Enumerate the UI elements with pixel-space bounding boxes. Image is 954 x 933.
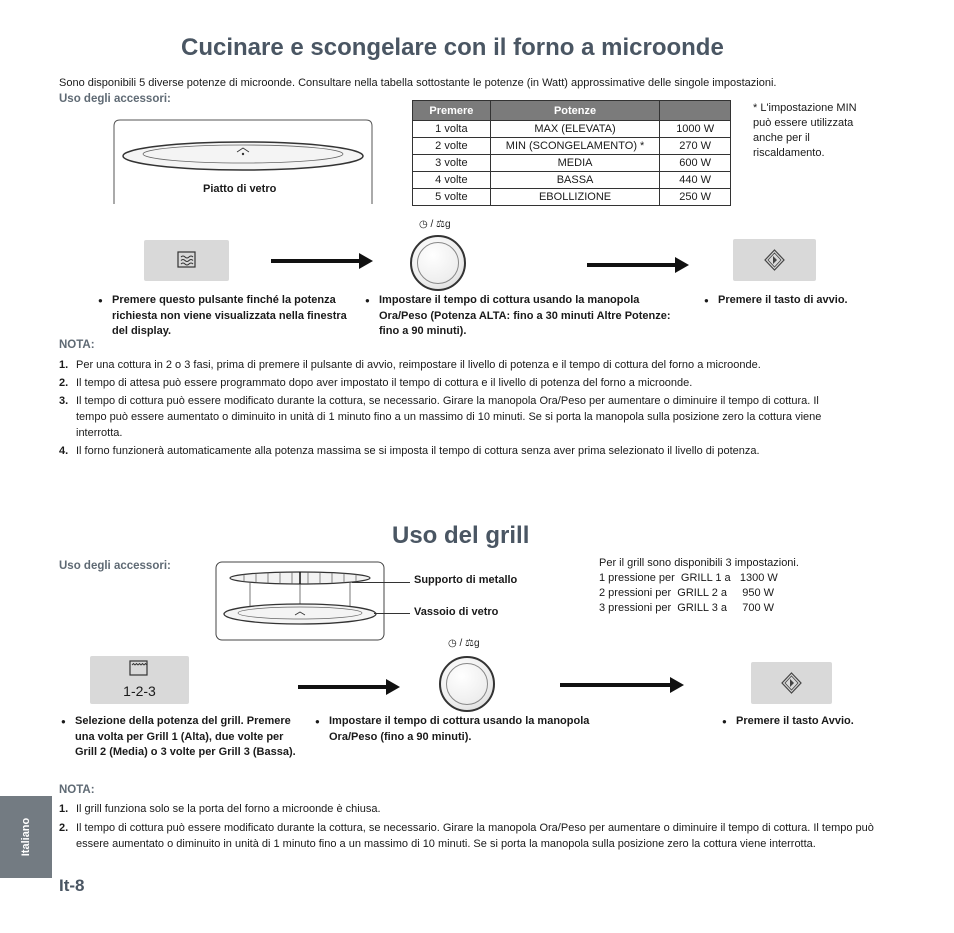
grill-step-2-text: ● Impostare il tempo di cottura usando la manopola Ora/Peso (fino a 90 minuti). — [315, 714, 635, 745]
note-number: 1. — [59, 803, 69, 815]
table-cell: MIN (SCONGELAMENTO) * — [490, 138, 660, 155]
section2-accessories-label: Uso degli accessori: — [59, 560, 171, 572]
note-number: 1. — [59, 359, 69, 371]
table-cell: 250 W — [660, 189, 731, 206]
list-item — [59, 393, 849, 441]
glass-plate-label: Piatto di vetro — [203, 183, 277, 195]
list-item — [59, 820, 877, 852]
grill-power-button[interactable] — [90, 656, 189, 704]
grill-rack-illustration — [214, 560, 386, 642]
step-arrow — [271, 259, 361, 263]
step-arrow — [298, 685, 388, 689]
time-weight-dial[interactable] — [410, 235, 466, 291]
note-text: Il tempo di cottura può essere modificato durante la cottura, se necessario. Girare la manopola Ora/Peso per aumentare o diminuire il tempo di cottura. Il tempo può essere aumentato o diminuito in unità di 1 minuto fino a un massimo di 10 minuti. Se si porta la manopola sulla posizione zero la cottura viene interrotta. — [76, 395, 822, 439]
step-3-text: ● Premere il tasto di avvio. — [704, 293, 894, 309]
grill-key-label: 1-2-3 — [123, 683, 156, 699]
table-row — [413, 189, 731, 206]
table-cell: 5 volte — [413, 189, 491, 206]
table-row — [413, 121, 731, 138]
list-item — [59, 357, 864, 373]
section1-notes-list — [59, 357, 864, 459]
table-cell: 1 volta — [413, 121, 491, 138]
note-text: Il tempo di attesa può essere programmato dopo aver impostato il tempo di cottura e il livello di potenza del forno a microonde. — [76, 377, 693, 389]
knob-label: ◷ / ⚖g — [448, 638, 480, 649]
section1-accessories-label: Uso degli accessori: — [59, 93, 171, 105]
table-cell: EBOLLIZIONE — [490, 189, 660, 206]
table-cell: 600 W — [660, 155, 731, 172]
rack-leader-line — [352, 582, 410, 583]
step-2-text: ● Impostare il tempo di cottura usando la manopola Ora/Peso (Potenza ALTA: fino a 30 minuti Altre Potenze: fino a 90 minuti). — [365, 293, 685, 340]
section2-nota-label: NOTA: — [59, 784, 95, 796]
grill-step-3-text: ● Premere il tasto Avvio. — [722, 714, 902, 730]
section2-title: Uso del grill — [392, 522, 530, 549]
section1-title: Cucinare e scongelare con il forno a microonde — [181, 34, 724, 61]
section1-intro: Sono disponibili 5 diverse potenze di microonde. Consultare nella tabella sottostante le potenze (in Watt) approssimative delle singole impostazioni. — [59, 77, 777, 89]
list-item — [59, 443, 864, 459]
table-cell: 440 W — [660, 172, 731, 189]
table-cell: 4 volte — [413, 172, 491, 189]
start-button[interactable] — [733, 239, 816, 281]
note-number: 2. — [59, 377, 69, 389]
table-cell: MEDIA — [490, 155, 660, 172]
table-cell: MAX (ELEVATA) — [490, 121, 660, 138]
note-text: Il tempo di cottura può essere modificato durante la cottura, se necessario. Girare la manopola Ora/Peso per aumentare o diminuire il tempo di cottura. Il tempo può essere aumentato o diminuito in unità di 1 minuto fino a un massimo di 10 minuti. Se si porta la manopola sulla posizione zero la cottura viene interrotta. — [76, 822, 874, 850]
section1-nota-label: NOTA: — [59, 339, 95, 351]
note-number: 4. — [59, 445, 69, 457]
time-weight-dial[interactable] — [439, 656, 495, 712]
table-header-press: Premere — [413, 101, 491, 121]
list-item — [59, 801, 877, 817]
language-side-tab — [0, 796, 52, 878]
note-text: Il forno funzionerà automaticamente alla potenza massima se si imposta il tempo di cottura senza aver prima selezionato il livello di potenza. — [76, 445, 760, 457]
tray-leader-line — [374, 613, 410, 614]
power-table-header — [413, 101, 731, 121]
language-tab-label: Italiano — [20, 817, 32, 857]
knob-label: ◷ / ⚖g — [419, 219, 451, 230]
microwave-power-button[interactable] — [144, 240, 229, 281]
table-cell: BASSA — [490, 172, 660, 189]
note-text: Per una cottura in 2 o 3 fasi, prima di premere il pulsante di avvio, reimpostare il livello di potenza e il tempo di cottura del forno a microonde. — [76, 359, 761, 371]
table-header-power: Potenze — [490, 101, 660, 121]
note-text: Il grill funziona solo se la porta del forno a microonde è chiusa. — [76, 803, 381, 815]
table-row — [413, 138, 731, 155]
table-footnote: * L'impostazione MIN può essere utilizzata anche per il riscaldamento. — [753, 102, 857, 159]
table-cell: 1000 W — [660, 121, 731, 138]
table-header-watt — [660, 101, 731, 121]
microwave-wave-icon — [144, 240, 229, 281]
grill-settings-intro: Per il grill sono disponibili 3 impostazioni. — [599, 557, 799, 569]
step-arrow — [587, 263, 677, 267]
section2-notes-list — [59, 801, 877, 852]
power-table — [412, 100, 731, 206]
metal-rack-label: Supporto di metallo — [414, 574, 518, 586]
table-cell: 270 W — [660, 138, 731, 155]
grill-setting-2: 2 pressioni per GRILL 2 a 950 W — [599, 587, 775, 599]
note-number: 3. — [59, 395, 69, 407]
glass-tray-label: Vassoio di vetro — [414, 606, 499, 618]
start-diamond-icon — [751, 662, 832, 704]
grill-setting-1: 1 pressione per GRILL 1 a 1300 W — [599, 572, 778, 584]
step-arrow — [560, 683, 672, 687]
list-item — [59, 375, 864, 391]
table-cell: 3 volte — [413, 155, 491, 172]
grill-setting-3: 3 pressioni per GRILL 3 a 700 W — [599, 602, 775, 614]
grill-step-1-text: ● Selezione della potenza del grill. Premere una volta per Grill 1 (Alta), due volte per Grill 2 (Media) o 3 volte per Grill 3 (Bassa). — [61, 714, 296, 761]
table-row — [413, 155, 731, 172]
note-number: 2. — [59, 822, 69, 834]
step-1-text: ● Premere questo pulsante finché la potenza richiesta non viene visualizzata nella finestra del display. — [98, 293, 348, 340]
page-number: It-8 — [59, 876, 85, 895]
table-cell: 2 volte — [413, 138, 491, 155]
table-row — [413, 172, 731, 189]
start-diamond-icon — [733, 239, 816, 281]
start-button[interactable] — [751, 662, 832, 704]
